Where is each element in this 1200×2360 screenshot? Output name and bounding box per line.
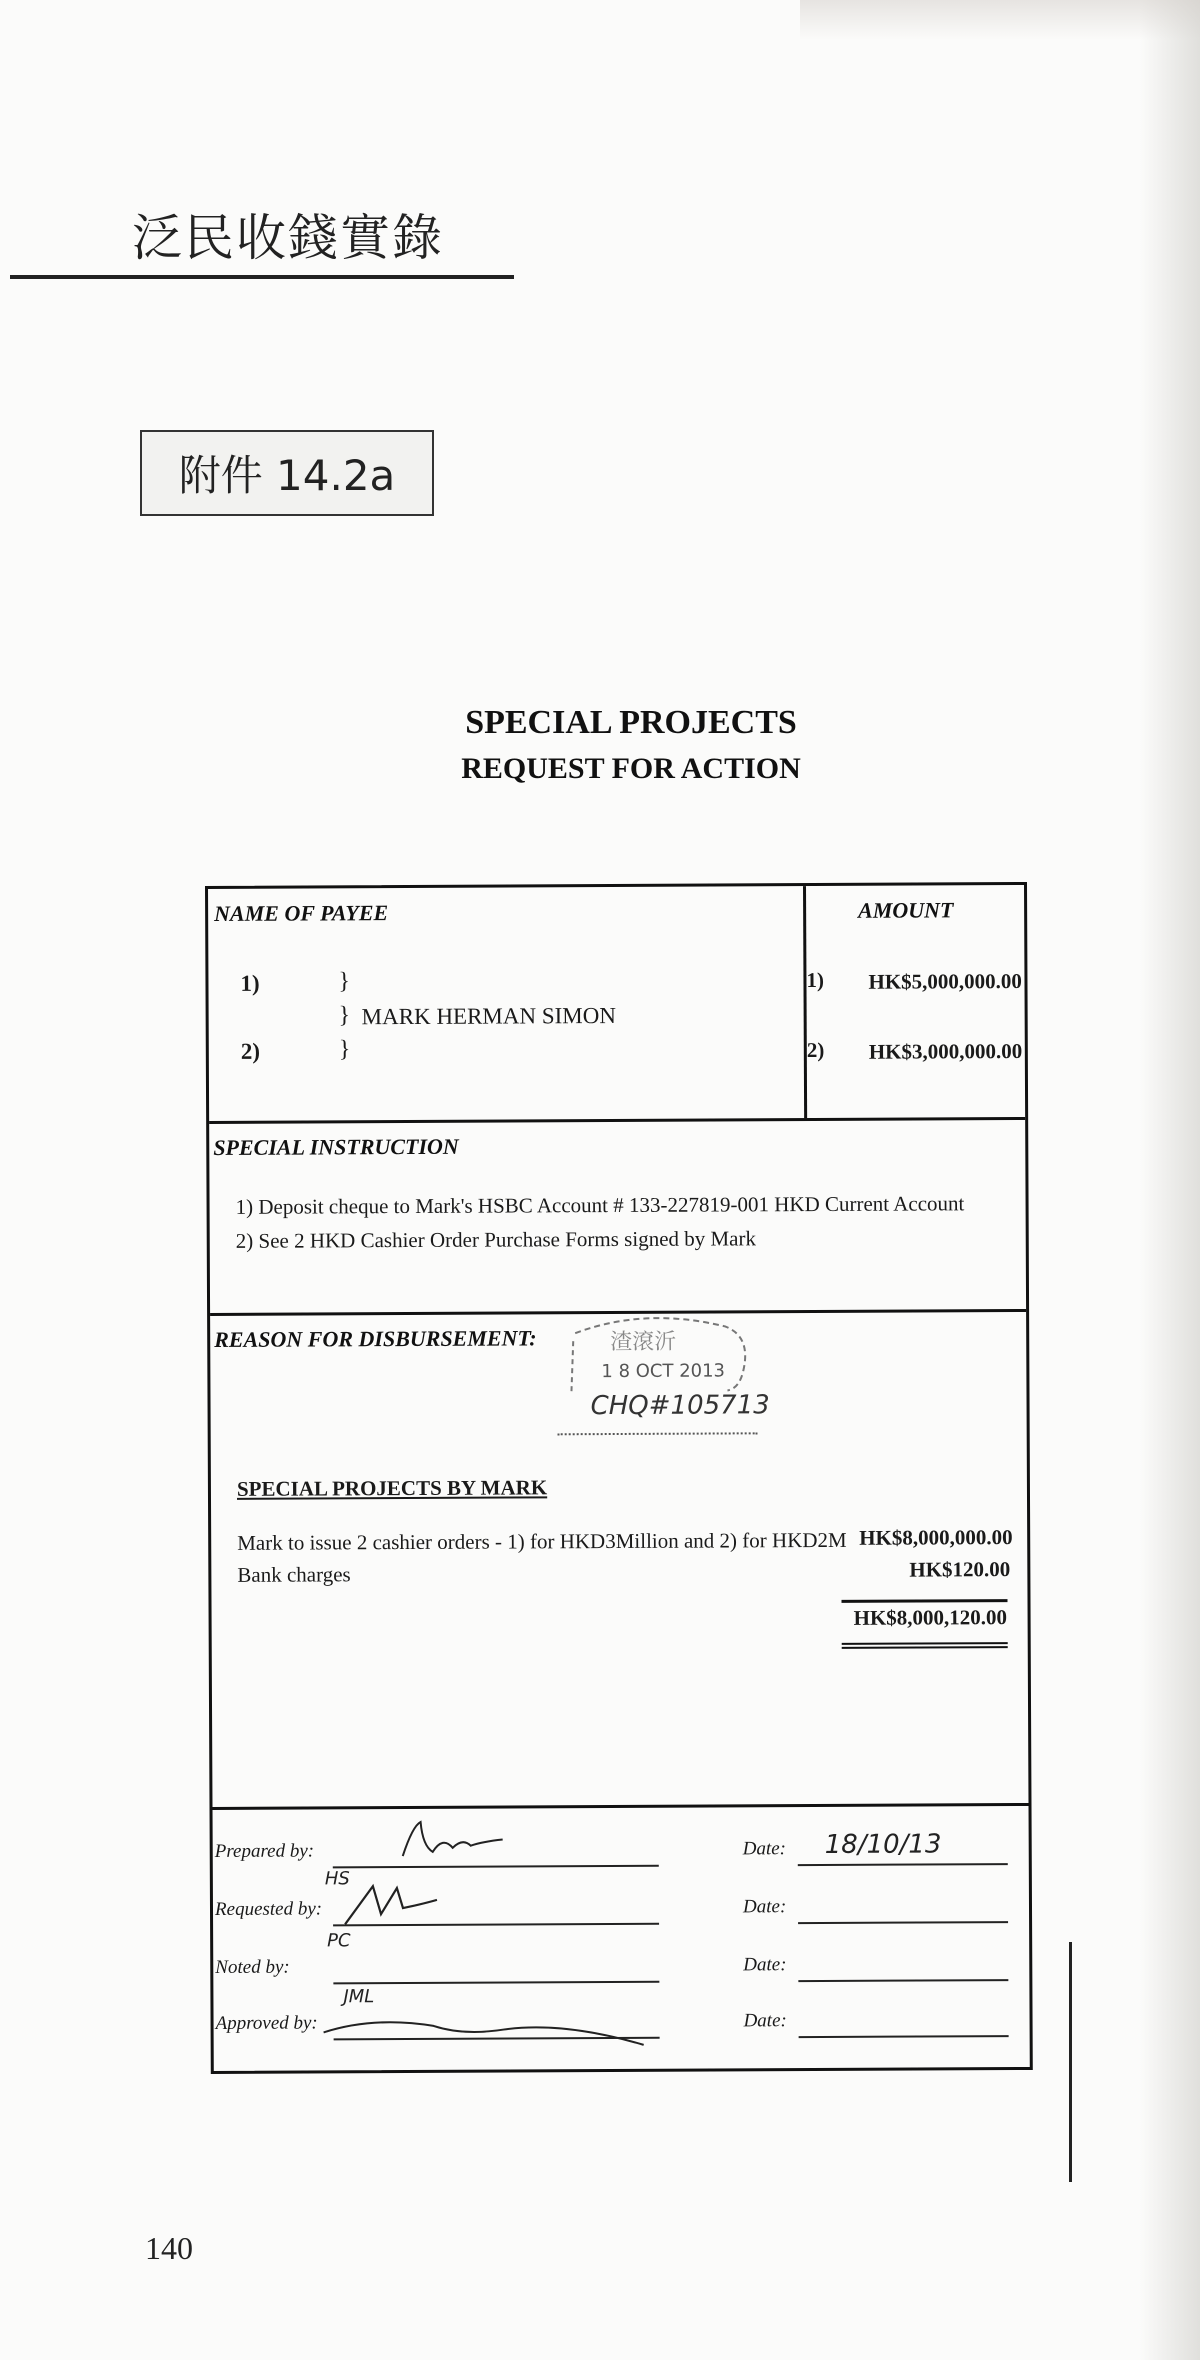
special-projects-heading: SPECIAL PROJECTS BY MARK [236, 1475, 548, 1501]
payee-amount-1: HK$5,000,000.00 [868, 969, 1022, 994]
special-instruction-label: SPECIAL INSTRUCTION [213, 1133, 459, 1160]
svg-text:渣滾沂: 渣滾沂 [610, 1329, 677, 1356]
noted-by-label: Noted by: [215, 1956, 290, 1978]
reason-label: REASON FOR DISBURSEMENT: [214, 1325, 537, 1352]
amount-number-1: 1) [806, 967, 825, 993]
payee-name: MARK HERMAN SIMON [361, 1002, 617, 1030]
note-dotted-line [558, 1432, 758, 1435]
noted-initials: PC [327, 1930, 351, 1952]
prepared-signature-scribble-icon [393, 1816, 513, 1867]
request-form [205, 882, 1033, 2074]
approved-signature-scribble-icon [313, 2001, 673, 2063]
prepared-date-label: Date: [742, 1838, 787, 1860]
reason-line-1: Mark to issue 2 cashier orders - 1) for HKD3Million and 2) for HKD2M [237, 1527, 847, 1555]
book-header-title: 泛民收錢實錄 [132, 209, 444, 267]
prepared-date-line [798, 1863, 1008, 1866]
special-instruction-section [209, 1117, 1026, 1316]
signature-section [213, 1803, 1030, 2071]
payee-section [208, 885, 1025, 1124]
noted-date-line [798, 1979, 1008, 1982]
instruction-line-1: 1) Deposit cheque to Mark's HSBC Account # 133-227819-001 HKD Current Account [235, 1191, 965, 1219]
brace-bottom: } [338, 1036, 351, 1063]
noted-date-label: Date: [743, 1954, 787, 1976]
requested-signature-scribble-icon [333, 1874, 443, 1935]
prepared-by-label: Prepared by: [214, 1840, 315, 1862]
reason-section [210, 1309, 1028, 1810]
amount-number-2: 2) [806, 1037, 825, 1063]
page-edge-shadow [1140, 0, 1200, 2360]
form-subtitle: REQUEST FOR ACTION [461, 752, 801, 785]
requested-date-label: Date: [742, 1896, 787, 1918]
annex-label: 附件 14.2a [178, 451, 396, 500]
annex-label-box [140, 430, 434, 516]
reason-total: HK$8,000,120.00 [853, 1605, 1008, 1630]
cheque-number-note: CHQ#105713 [590, 1390, 770, 1422]
instruction-line-2: 2) See 2 HKD Cashier Order Purchase Forms signed by Mark [235, 1226, 757, 1253]
brace-middle: } [338, 1002, 351, 1029]
reason-amount-1: HK$8,000,000.00 [859, 1525, 1013, 1550]
approved-date-label: Date: [743, 2010, 787, 2032]
page-number: 140 [145, 2230, 193, 2266]
approved-initials: JML [343, 1986, 375, 2008]
payee-amount-2: HK$3,000,000.00 [868, 1039, 1023, 1064]
reason-amount-2: HK$120.00 [909, 1557, 1011, 1582]
page-corner-shadow [800, 0, 1200, 40]
form-title: SPECIAL PROJECTS [465, 704, 797, 741]
approved-by-label: Approved by: [215, 2012, 318, 2034]
amount-label: AMOUNT [858, 897, 954, 923]
approved-date-line [799, 2035, 1009, 2038]
prepared-date-value: 18/10/13 [824, 1829, 942, 1860]
noted-signature-line [333, 1981, 659, 1985]
brace-top: } [338, 968, 351, 995]
requested-initials: HS [324, 1868, 350, 1890]
requested-by-label: Requested by: [214, 1898, 323, 1920]
requested-date-line [798, 1921, 1008, 1924]
payee-label: NAME OF PAYEE [214, 900, 389, 926]
stamp-date: 1 8 OCT 2013 [601, 1360, 726, 1383]
payee-number-1: 1) [240, 970, 260, 996]
payee-amount-divider [803, 886, 807, 1118]
reason-line-2: Bank charges [237, 1562, 351, 1587]
margin-mark [1069, 1942, 1072, 2182]
payee-number-2: 2) [240, 1038, 261, 1064]
header-rule [10, 275, 514, 279]
